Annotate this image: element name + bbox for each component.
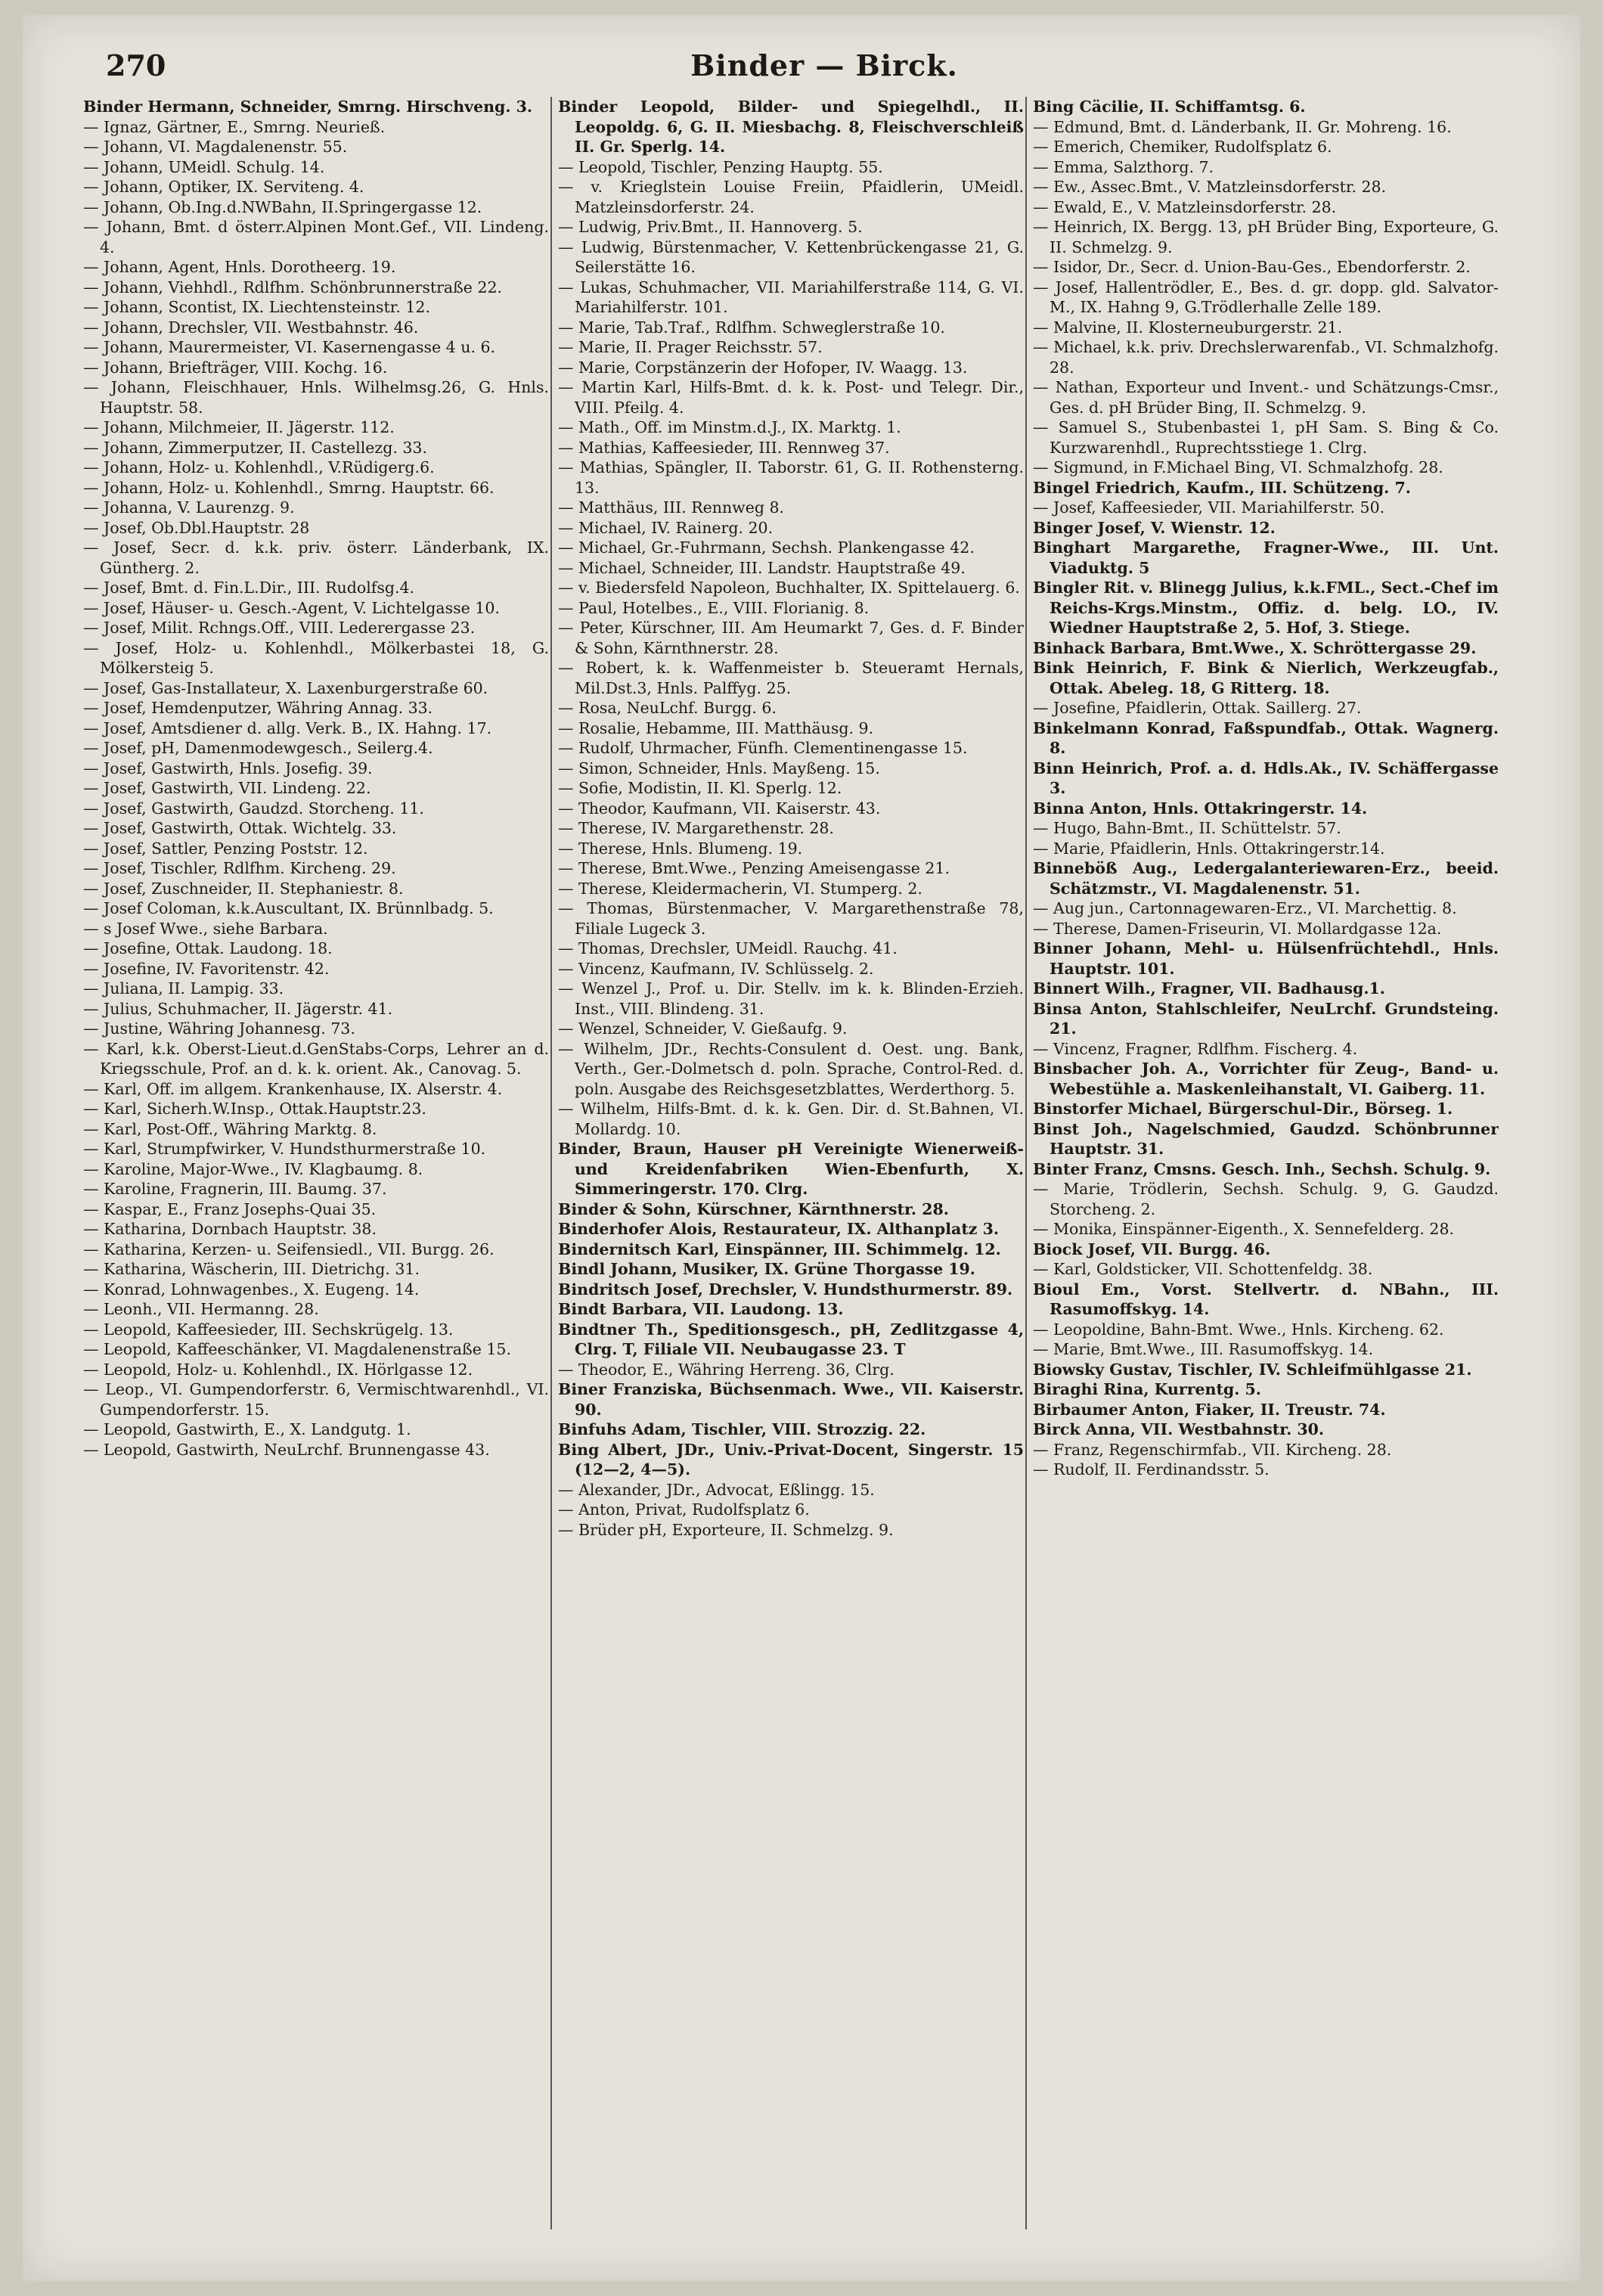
directory-entry: — Justine, Währing Johannesg. 73.	[83, 1019, 355, 1038]
directory-column-2	[558, 97, 1024, 2229]
directory-entry: — Aug jun., Cartonnagewaren-Erz., VI. Marchettig. 8.	[1033, 899, 1457, 917]
directory-entry: — Samuel S., Stubenbastei 1, pH Sam. S. Bing & Co. Kurzwarenhdl., Ruprechtsstiege 1. Clrg.	[1033, 418, 1499, 457]
directory-entry-head: Binghart Margarethe, Fragner-Wwe., III. Unt. Viaduktg. 5	[1033, 538, 1499, 577]
directory-entry: — Matthäus, III. Rennweg 8.	[558, 498, 785, 517]
directory-entry-head: Binder & Sohn, Kürschner, Kärnthnerstr. 28.	[558, 1199, 949, 1218]
directory-entry: — Josef, Holz- u. Kohlenhdl., Mölkerbastei 18, G. Mölkersteig 5.	[83, 638, 549, 677]
directory-entry: — Wenzel, Schneider, V. Gießaufg. 9.	[558, 1019, 848, 1038]
directory-entry: — Leonh., VII. Hermanng. 28.	[83, 1300, 319, 1318]
directory-entry: — Johann, Fleischhauer, Hnls. Wilhelmsg.26, G. Hnls. Hauptstr. 58.	[83, 378, 549, 417]
directory-entry-head: Bink Heinrich, F. Bink & Nierlich, Werkzeugfab., Ottak. Abeleg. 18, G Ritterg. 18.	[1033, 659, 1499, 697]
directory-entry: — Leopold, Gastwirth, E., X. Landgutg. 1.	[83, 1420, 411, 1438]
directory-entry: — Josef, Gas-Installateur, X. Laxenburgerstraße 60.	[83, 678, 488, 697]
directory-entry: — Josefine, Ottak. Laudong. 18.	[83, 939, 333, 957]
directory-entry-head: Binkelmann Konrad, Faßspundfab., Ottak. Wagnerg. 8.	[1033, 718, 1499, 757]
directory-entry: — Johann, Briefträger, VIII. Kochg. 16.	[83, 358, 388, 377]
directory-entry-head: Binder Hermann, Schneider, Smrng. Hirschveng. 3.	[83, 98, 533, 116]
directory-entry: — Karoline, Fragnerin, III. Baumg. 37.	[83, 1180, 387, 1198]
directory-entry: — Theodor, Kaufmann, VII. Kaiserstr. 43.	[558, 799, 881, 818]
directory-entry: — Therese, Hnls. Blumeng. 19.	[558, 839, 803, 858]
directory-entry-head: Binter Franz, Cmsns. Gesch. Inh., Sechsh. Schulg. 9.	[1033, 1159, 1491, 1178]
directory-entry: — Franz, Regenschirmfab., VII. Kircheng. 28.	[1033, 1440, 1392, 1459]
directory-entry: — Katharina, Dornbach Hauptstr. 38.	[83, 1220, 377, 1238]
directory-entry: — Nathan, Exporteur und Invent.- und Schätzungs-Cmsr., Ges. d. pH Brüder Bing, II. Schmelzg. 9.	[1033, 378, 1499, 417]
directory-entry-head: Binfuhs Adam, Tischler, VIII. Strozzig. 22.	[558, 1420, 926, 1438]
directory-entry-head: Bingler Rit. v. Blinegg Julius, k.k.FML., Sect.-Chef im Reichs-Krgs.Minstm., Offiz. d. belg. LO., IV. Wiedner Hauptstraße 2, 5. Hof, 3. Stiege.	[1033, 579, 1499, 637]
directory-entry: — Johann, Drechsler, VII. Westbahnstr. 46.	[83, 318, 419, 337]
directory-entry: — Julius, Schuhmacher, II. Jägerstr. 41.	[83, 999, 393, 1018]
directory-entry-head: Bing Albert, JDr., Univ.-Privat-Docent, Singerstr. 15 (12—2, 4—5).	[558, 1440, 1024, 1478]
directory-entry: — Josef, pH, Damenmodewgesch., Seilerg.4.	[83, 739, 433, 757]
directory-entry: — Karl, Strumpfwirker, V. Hundsthurmerstraße 10.	[83, 1140, 486, 1158]
directory-entry: — Leop., VI. Gumpendorferstr. 6, Vermischtwarenhdl., VI. Gumpendorferstr. 15.	[83, 1380, 549, 1419]
directory-entry: — Lukas, Schuhmacher, VII. Mariahilferstraße 114, G. VI. Mariahilferstr. 101.	[558, 278, 1024, 316]
directory-entry: — Johann, Scontist, IX. Liechtensteinstr. 12.	[83, 298, 430, 316]
directory-entry: — Josef, Ob.Dbl.Hauptstr. 28	[83, 518, 310, 537]
directory-entry: — v. Biedersfeld Napoleon, Buchhalter, IX. Spittelauerg. 6.	[558, 579, 1020, 597]
directory-entry: — Paul, Hotelbes., E., VIII. Florianig. 8.	[558, 598, 870, 617]
directory-entry: — Marie, Corpstänzerin der Hofoper, IV. Waagg. 13.	[558, 358, 968, 377]
directory-entry: — Leopold, Kaffeeschänker, VI. Magdalenenstraße 15.	[83, 1340, 511, 1358]
directory-entry: — Konrad, Lohnwagenbes., X. Eugeng. 14.	[83, 1280, 420, 1298]
directory-entry: — Josef, Sattler, Penzing Poststr. 12.	[83, 839, 368, 858]
directory-entry: — Karl, Goldsticker, VII. Schottenfeldg. 38.	[1033, 1260, 1373, 1278]
directory-entry-head: Bindl Johann, Musiker, IX. Grüne Thorgasse 19.	[558, 1260, 975, 1278]
directory-entry: — Johann, VI. Magdalenenstr. 55.	[83, 138, 348, 156]
directory-entry-head: Bindernitsch Karl, Einspänner, III. Schimmelg. 12.	[558, 1240, 1001, 1258]
directory-entry: — Isidor, Dr., Secr. d. Union-Bau-Ges., Ebendorferstr. 2.	[1033, 258, 1471, 276]
directory-entry: — Josef Coloman, k.k.Auscultant, IX. Brünnlbadg. 5.	[83, 899, 494, 917]
running-head: Binder — Birck.	[690, 48, 958, 82]
directory-entry: — Josef, Gastwirth, Hnls. Josefig. 39.	[83, 759, 373, 777]
directory-entry: — Karl, Sicherh.W.Insp., Ottak.Hauptstr.23.	[83, 1100, 426, 1118]
page-header	[106, 48, 1543, 94]
directory-entry: — Sigmund, in F.Michael Bing, VI. Schmalzhofg. 28.	[1033, 458, 1443, 476]
directory-entry: — Math., Off. im Minstm.d.J., IX. Marktg. 1.	[558, 418, 901, 436]
directory-entry: — Josef, Hemdenputzer, Währing Annag. 33.	[83, 699, 433, 717]
directory-entry: — Johanna, V. Laurenzg. 9.	[83, 498, 295, 517]
directory-entry: — Karl, Post-Off., Währing Marktg. 8.	[83, 1119, 377, 1138]
directory-entry: — Wilhelm, JDr., Rechts-Consulent d. Oest. ung. Bank, Verth., Ger.-Dolmetsch d. poln. Sprache, Control-Red. d. poln. Ausgabe des Reichsgesetzblattes, Werderthorg. 5.	[558, 1039, 1024, 1098]
directory-entry: — Johann, Maurermeister, VI. Kasernengasse 4 u. 6.	[83, 338, 496, 356]
directory-entry: — Johann, UMeidl. Schulg. 14.	[83, 157, 325, 176]
directory-entry: — Johann, Holz- u. Kohlenhdl., Smrng. Hauptstr. 66.	[83, 478, 495, 497]
directory-entry: — Peter, Kürschner, III. Am Heumarkt 7, Ges. d. F. Binder & Sohn, Kärnthnerstr. 28.	[558, 619, 1024, 657]
directory-entry-head: Biner Franziska, Büchsenmach. Wwe., VII. Kaiserstr. 90.	[558, 1380, 1024, 1419]
directory-entry: — Rudolf, II. Ferdinandsstr. 5.	[1033, 1460, 1270, 1478]
directory-entry-head: Binsbacher Joh. A., Vorrichter für Zeug-, Band- u. Webestühle a. Maskenleihanstalt, VI. Gaiberg. 11.	[1033, 1060, 1499, 1098]
column-divider	[550, 97, 552, 2229]
directory-entry: — Edmund, Bmt. d. Länderbank, II. Gr. Mohreng. 16.	[1033, 117, 1452, 136]
directory-entry-head: Binna Anton, Hnls. Ottakringerstr. 14.	[1033, 799, 1368, 818]
directory-entry: — Rudolf, Uhrmacher, Fünfh. Clementinengasse 15.	[558, 739, 968, 757]
directory-entry: — Marie, II. Prager Reichsstr. 57.	[558, 338, 823, 356]
directory-entry: — Johann, Holz- u. Kohlenhdl., V.Rüdigerg.6.	[83, 458, 435, 476]
directory-entry: — Johann, Viehhdl., Rdlfhm. Schönbrunnerstraße 22.	[83, 278, 503, 296]
directory-entry-head: Bindt Barbara, VII. Laudong. 13.	[558, 1300, 844, 1318]
directory-entry: — Alexander, JDr., Advocat, Eßlingg. 15.	[558, 1480, 875, 1499]
directory-entry: — Karoline, Major-Wwe., IV. Klagbaumg. 8.	[83, 1159, 423, 1178]
directory-entry-head: Bindritsch Josef, Drechsler, V. Hundsthurmerstr. 89.	[558, 1280, 1013, 1298]
directory-entry: — Heinrich, IX. Bergg. 13, pH Brüder Bing, Exporteure, G. II. Schmelzg. 9.	[1033, 218, 1499, 256]
directory-entry: — Josef, Tischler, Rdlfhm. Kircheng. 29.	[83, 859, 396, 877]
directory-entry-head: Birck Anna, VII. Westbahnstr. 30.	[1033, 1420, 1325, 1438]
directory-column-1	[83, 97, 549, 2229]
directory-entry: — Josef, Gastwirth, VII. Lindeng. 22.	[83, 779, 371, 797]
directory-entry: — Josef, Hallentrödler, E., Bes. d. gr. dopp. gld. Salvator-M., IX. Hahng 9, G.Trödlerhalle Zelle 189.	[1033, 278, 1499, 316]
directory-entry: — Katharina, Kerzen- u. Seifensiedl., VII. Burgg. 26.	[83, 1240, 495, 1258]
directory-entry-head: Bindtner Th., Speditionsgesch., pH, Zedlitzgasse 4, Clrg. T, Filiale VII. Neubaugasse 23. T	[558, 1320, 1024, 1358]
directory-entry: — Johann, Optiker, IX. Serviteng. 4.	[83, 178, 364, 196]
directory-entry: — Juliana, II. Lampig. 33.	[83, 979, 284, 998]
directory-entry-head: Binder, Braun, Hauser pH Vereinigte Wienerweiß- und Kreidenfabriken Wien-Ebenfurth, X. Simmeringerstr. 170. Clrg.	[558, 1140, 1024, 1198]
directory-entry: — Josef, Bmt. d. Fin.L.Dir., III. Rudolfsg.4.	[83, 579, 415, 597]
directory-entry: — Michael, Gr.-Fuhrmann, Sechsh. Plankengasse 42.	[558, 538, 975, 557]
directory-entry-head: Biock Josef, VII. Burgg. 46.	[1033, 1240, 1271, 1258]
directory-entry: — Josef, Kaffeesieder, VII. Mariahilferstr. 50.	[1033, 498, 1385, 517]
directory-entry: — Josef, Secr. d. k.k. priv. österr. Länderbank, IX. Güntherg. 2.	[83, 538, 549, 577]
directory-entry: — Josef, Milit. Rchngs.Off., VIII. Lederergasse 23.	[83, 619, 476, 637]
directory-entry: — Johann, Milchmeier, II. Jägerstr. 112.	[83, 418, 395, 436]
directory-entry: — Thomas, Bürstenmacher, V. Margarethenstraße 78, Filiale Lugeck 3.	[558, 899, 1024, 938]
directory-entry: — Michael, k.k. priv. Drechslerwarenfab., VI. Schmalzhofg. 28.	[1033, 338, 1499, 377]
directory-entry: — Rosalie, Hebamme, III. Matthäusg. 9.	[558, 718, 874, 737]
directory-entry-head: Binder Leopold, Bilder- und Spiegelhdl., II. Leopoldg. 6, G. II. Miesbachg. 8, Fleischverschleiß II. Gr. Sperlg. 14.	[558, 98, 1024, 156]
directory-column-3	[1033, 97, 1499, 2229]
directory-entry: — Emma, Salzthorg. 7.	[1033, 157, 1214, 176]
directory-entry: — Ludwig, Bürstenmacher, V. Kettenbrückengasse 21, G. Seilerstätte 16.	[558, 237, 1024, 276]
directory-entry: — Mathias, Kaffeesieder, III. Rennweg 37.	[558, 438, 890, 457]
directory-entry: — Monika, Einspänner-Eigenth., X. Sennefelderg. 28.	[1033, 1220, 1455, 1238]
directory-entry-head: Binstorfer Michael, Bürgerschul-Dir., Börseg. 1.	[1033, 1100, 1453, 1118]
directory-entry: — Katharina, Wäscherin, III. Dietrichg. 31.	[83, 1260, 420, 1278]
directory-entry: — Marie, Tab.Traf., Rdlfhm. Schweglerstraße 10.	[558, 318, 945, 337]
directory-entry: — Karl, k.k. Oberst-Lieut.d.GenStabs-Corps, Lehrer an d. Kriegsschule, Prof. an d. k. k. orient. Ak., Canovag. 5.	[83, 1039, 549, 1078]
directory-entry: — Marie, Trödlerin, Sechsh. Schulg. 9, G. Gaudzd. Storcheng. 2.	[1033, 1180, 1499, 1218]
directory-entry: — Simon, Schneider, Hnls. Mayßeng. 15.	[558, 759, 880, 777]
directory-entry: — Marie, Pfaidlerin, Hnls. Ottakringerstr.14.	[1033, 839, 1385, 858]
directory-entry: — v. Krieglstein Louise Freiin, Pfaidlerin, UMeidl. Matzleinsdorferstr. 24.	[558, 178, 1024, 216]
directory-entry-head: Binsa Anton, Stahlschleifer, NeuLrchf. Grundsteing. 21.	[1033, 999, 1499, 1038]
directory-entry: — Josef, Häuser- u. Gesch.-Agent, V. Lichtelgasse 10.	[83, 598, 500, 617]
directory-entry: — Leopold, Tischler, Penzing Hauptg. 55.	[558, 157, 883, 176]
directory-entry: — Ludwig, Priv.Bmt., II. Hannoverg. 5.	[558, 218, 863, 236]
directory-entry: — Kaspar, E., Franz Josephs-Quai 35.	[83, 1199, 377, 1218]
directory-entry: — Wenzel J., Prof. u. Dir. Stellv. im k. k. Blinden-Erzieh. Inst., VIII. Blindeng. 31.	[558, 979, 1024, 1018]
directory-entry-head: Binner Johann, Mehl- u. Hülsenfrüchtehdl., Hnls. Hauptstr. 101.	[1033, 939, 1499, 978]
directory-entry: — Johann, Bmt. d österr.Alpinen Mont.Gef., VII. Lindeng. 4.	[83, 218, 549, 256]
column-divider	[1025, 97, 1027, 2229]
directory-entry: — Marie, Bmt.Wwe., III. Rasumoffskyg. 14.	[1033, 1340, 1374, 1358]
directory-entry-head: Binnert Wilh., Fragner, VII. Badhausg.1.	[1033, 979, 1385, 998]
directory-entry: — Therese, IV. Margarethenstr. 28.	[558, 819, 834, 837]
directory-entry-head: Binderhofer Alois, Restaurateur, IX. Althanplatz 3.	[558, 1220, 999, 1238]
directory-entry-head: Binst Joh., Nagelschmied, Gaudzd. Schönbrunner Hauptstr. 31.	[1033, 1119, 1499, 1158]
directory-entry: — Johann, Ob.Ing.d.NWBahn, II.Springergasse 12.	[83, 197, 482, 216]
directory-entry: — Michael, IV. Rainerg. 20.	[558, 518, 774, 537]
directory-entry: — Rosa, NeuLchf. Burgg. 6.	[558, 699, 777, 717]
directory-entry: — s Josef Wwe., siehe Barbara.	[83, 919, 328, 938]
directory-entry: — Leopold, Kaffeesieder, III. Sechskrügelg. 13.	[83, 1320, 454, 1339]
directory-entry: — Josef, Amtsdiener d. allg. Verk. B., IX. Hahng. 17.	[83, 718, 492, 737]
directory-entry: — Mathias, Spängler, II. Taborstr. 61, G. II. Rothensterng. 13.	[558, 458, 1024, 497]
directory-entry-head: Binhack Barbara, Bmt.Wwe., X. Schröttergasse 29.	[1033, 638, 1477, 657]
directory-entry-head: Birbaumer Anton, Fiaker, II. Treustr. 74.	[1033, 1400, 1386, 1419]
directory-entry: — Vincenz, Fragner, Rdlfhm. Fischerg. 4.	[1033, 1039, 1358, 1058]
directory-entry: — Therese, Kleidermacherin, VI. Stumperg. 2.	[558, 879, 922, 898]
directory-entry: — Therese, Damen-Friseurin, VI. Mollardgasse 12a.	[1033, 919, 1442, 938]
directory-entry: — Leopold, Gastwirth, NeuLrchf. Brunnengasse 43.	[83, 1440, 490, 1459]
directory-entry-head: Bingel Friedrich, Kaufm., III. Schützeng. 7.	[1033, 478, 1411, 497]
directory-entry-head: Bing Cäcilie, II. Schiffamtsg. 6.	[1033, 98, 1306, 116]
directory-entry-head: Biraghi Rina, Kurrentg. 5.	[1033, 1380, 1261, 1398]
directory-entry: — Josefine, Pfaidlerin, Ottak. Saillerg. 27.	[1033, 699, 1362, 717]
directory-entry: — Anton, Privat, Rudolfsplatz 6.	[558, 1500, 810, 1519]
directory-entry: — Brüder pH, Exporteure, II. Schmelzg. 9.	[558, 1520, 894, 1539]
directory-entry: — Johann, Zimmerputzer, II. Castellezg. 33.	[83, 438, 427, 457]
directory-entry: — Hugo, Bahn-Bmt., II. Schüttelstr. 57.	[1033, 819, 1341, 837]
directory-entry: — Theodor, E., Währing Herreng. 36, Clrg.	[558, 1360, 895, 1379]
directory-entry: — Therese, Bmt.Wwe., Penzing Ameisengasse 21.	[558, 859, 950, 877]
directory-entry: — Thomas, Drechsler, UMeidl. Rauchg. 41.	[558, 939, 898, 957]
directory-entry: — Leopoldine, Bahn-Bmt. Wwe., Hnls. Kircheng. 62.	[1033, 1320, 1444, 1339]
directory-entry-head: Biowsky Gustav, Tischler, IV. Schleifmühlgasse 21.	[1033, 1360, 1472, 1379]
page-number: 270	[106, 48, 166, 82]
directory-entry: — Ignaz, Gärtner, E., Smrng. Neurieß.	[83, 117, 386, 136]
directory-entry: — Michael, Schneider, III. Landstr. Hauptstraße 49.	[558, 558, 966, 577]
directory-entry-head: Bioul Em., Vorst. Stellvertr. d. NBahn., III. Rasumoffskyg. 14.	[1033, 1280, 1499, 1318]
directory-entry: — Wilhelm, Hilfs-Bmt. d. k. k. Gen. Dir. d. St.Bahnen, VI. Mollardg. 10.	[558, 1100, 1024, 1138]
directory-entry: — Malvine, II. Klosterneuburgerstr. 21.	[1033, 318, 1343, 337]
directory-entry: — Ew., Assec.Bmt., V. Matzleinsdorferstr. 28.	[1033, 178, 1387, 196]
directory-entry: — Martin Karl, Hilfs-Bmt. d. k. k. Post- und Telegr. Dir., VIII. Pfeilg. 4.	[558, 378, 1024, 417]
directory-entry: — Josef, Gastwirth, Ottak. Wichtelg. 33.	[83, 819, 397, 837]
directory-entry: — Vincenz, Kaufmann, IV. Schlüsselg. 2.	[558, 959, 874, 978]
directory-entry-head: Binn Heinrich, Prof. a. d. Hdls.Ak., IV. Schäffergasse 3.	[1033, 759, 1499, 797]
directory-entry: — Karl, Off. im allgem. Krankenhause, IX. Alserstr. 4.	[83, 1079, 503, 1098]
directory-entry: — Emerich, Chemiker, Rudolfsplatz 6.	[1033, 138, 1332, 156]
directory-entry: — Robert, k. k. Waffenmeister b. Steueramt Hernals, Mil.Dst.3, Hnls. Palffyg. 25.	[558, 659, 1024, 697]
directory-entry: — Josefine, IV. Favoritenstr. 42.	[83, 959, 330, 978]
directory-entry: — Johann, Agent, Hnls. Dorotheerg. 19.	[83, 258, 396, 276]
directory-entry: — Ewald, E., V. Matzleinsdorferstr. 28.	[1033, 197, 1337, 216]
directory-entry-head: Binger Josef, V. Wienstr. 12.	[1033, 518, 1276, 537]
directory-entry: — Leopold, Holz- u. Kohlenhdl., IX. Hörlgasse 12.	[83, 1360, 473, 1379]
directory-entry-head: Binneböß Aug., Ledergalanteriewaren-Erz., beeid. Schätzmstr., VI. Magdalenenstr. 51.	[1033, 859, 1499, 898]
directory-entry: — Sofie, Modistin, II. Kl. Sperlg. 12.	[558, 779, 842, 797]
directory-entry: — Josef, Gastwirth, Gaudzd. Storcheng. 11.	[83, 799, 424, 818]
directory-entry: — Josef, Zuschneider, II. Stephaniestr. 8.	[83, 879, 404, 898]
